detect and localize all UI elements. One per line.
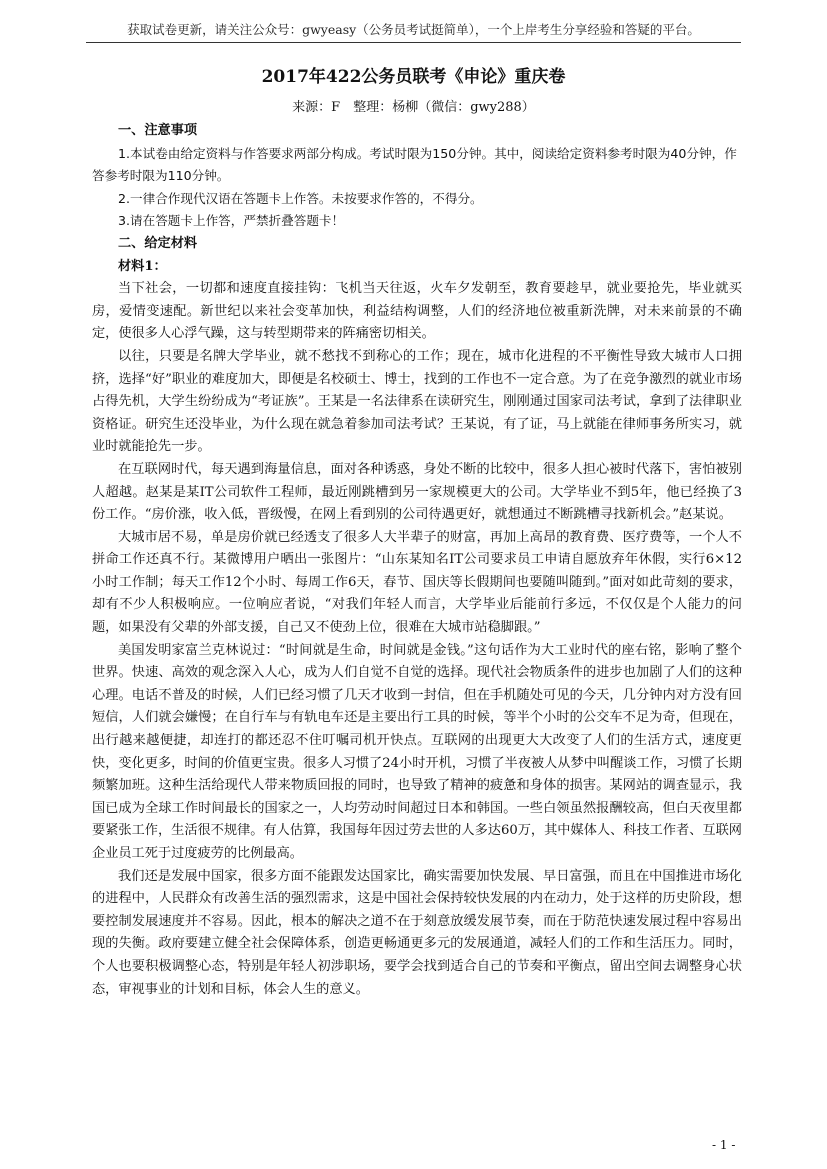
header-divider [86,42,741,43]
document-source: 来源：F 整理：杨柳（微信：gwy288） [292,100,535,115]
notice-item: 3.请在答题卡上作答，严禁折叠答题卡！ [118,213,345,229]
material-paragraph: 美国发明家富兰克林说过：“时间就是生命，时间就是金钱。”这句话作为大工业时代的座右铭，影响了整个世界。快速、高效的观念深入人心，成为人们自觉不自觉的选择。现代社会物质条件的进步也加剧了人们的这种心理。电话不普及的时候，人们已经习惯了几天才收到一封信，但在手机随处可见的今天，几分钟内对方没有回短信，人们就会嫌慢；在自行车与有轨电车还是主要出行工具的时候，等半个小时的公交车不足为奇，但现在，出行越来越便捷，却连打的都还忍不住叮嘱司机开快点。互联网的出现更大大改变了人们的生活方式，速度更快，变化更多，时间的价值更宝贵。很多人习惯了24小时开机，习惯了半夜被人从梦中叫醒谈工作，习惯了长期频繁加班。这种生活给现代人带来物质回报的同时，也导致了精神的疲惫和身体的损害。某网站的调查显示，我国已成为全球工作时间最长的国家之一，人均劳动时间超过日本和韩国。一些白领虽然报酬较高，但白天夜里都要紧张工作，生活很不规律。有人估算，我国每年因过劳去世的人多达60万，其中媒体人、科技工作者、互联网企业员工死于过度疲劳的比例最高。 [92,642,742,861]
material-paragraph: 在互联网时代，每天遇到海量信息，面对各种诱惑，身处不断的比较中，很多人担心被时代落下，害怕被别人超越。赵某是某IT公司软件工程师，最近刚跳槽到另一家规模更大的公司。大学毕业不到5年，他已经换了3份工作。“房价涨，收入低，晋级慢，在网上看到别的公司待遇更好，就想通过不断跳槽寻找新机会。”赵某说。 [92,461,742,523]
notice-item: 1.本试卷由给定资料与作答要求两部分构成。考试时限为150分钟。其中，阅读给定资料参考时限为40分钟，作答参考时限为110分钟。 [92,145,737,184]
notice-item: 2.一律合作现代汉语在答题卡上作答。未按要求作答的，不得分。 [118,190,483,206]
material-paragraph: 当下社会，一切都和速度直接挂钩：飞机当天往返，火车夕发朝至，教育要趁早，就业要抢先，毕业就买房，爱情变速配。新世纪以来社会变革加快，利益结构调整，人们的经济地位被重新洗牌，对未来前景的不确定，使很多人心浮气躁，这与转型期带来的阵痛密切相关。 [92,281,742,342]
material-label: 材料1： [118,258,167,274]
document-body [92,120,742,1001]
document-title: 2017年422公务员联考《申论》重庆卷 [261,67,566,87]
material-paragraph: 以往，只要是名牌大学毕业，就不愁找不到称心的工作；现在，城市化进程的不平衡性导致大城市人口拥挤，选择“好”职业的难度加大，即便是名校硕士、博士，找到的工作也不一定合意。为了在竞争激烈的就业市场占得先机，大学生纷纷成为“考证族”。王某是一名法律系在读研究生，刚刚通过国家司法考试，拿到了法律职业资格证。研究生还没毕业，为什么现在就急着参加司法考试？王某说，有了证，马上就能在律师事务所实习，就业时就能抢先一步。 [92,348,742,455]
page-number: - 1 - [712,1138,736,1152]
material-paragraph: 大城市居不易，单是房价就已经透支了很多人大半辈子的财富，再加上高昂的教育费、医疗费等，一个人不拼命工作还真不行。某微博用户晒出一张图片：“山东某知名IT公司要求员工申请自愿放弃年休假，实行6×12小时工作制；每天工作12个小时、每周工作6天，春节、国庆等长假期间也要随叫随到。”面对如此苛刻的要求，却有不少人积极响应。一位响应者说，“对我们年轻人而言，大学毕业后能前行多远，不仅仅是个人能力的问题，如果没有父辈的外部支援，自己又不使劲上位，很难在大城市站稳脚跟。” [92,529,742,636]
section-heading-notice: 一、注意事项 [118,123,198,138]
material-paragraph: 我们还是发展中国家，很多方面不能跟发达国家比，确实需要加快发展、早日富强，而且在中国推进市场化的进程中，人民群众有改善生活的强烈需求，这是中国社会保持较快发展的内在动力，处于这样的历史阶段，想要控制发展速度并不容易。因此，根本的解决之道不在于刻意放缓发展节奏，而在于防范快速发展过程中容易出现的失衡。政府要建立健全社会保障体系，创造更畅通更多元的发展通道，减轻人们的工作和生活压力。同时，个人也要积极调整心态，特别是年轻人初涉职场，要学会找到适合自己的节奏和平衡点，留出空间去调整身心状态，审视事业的计划和目标，体会人生的意义。 [92,868,742,997]
header-notice: 获取试卷更新，请关注公众号：gwyeasy（公务员考试挺简单），一个上岸考生分享经验和答疑的平台。 [127,22,700,37]
section-heading-materials: 二、给定材料 [118,235,198,251]
